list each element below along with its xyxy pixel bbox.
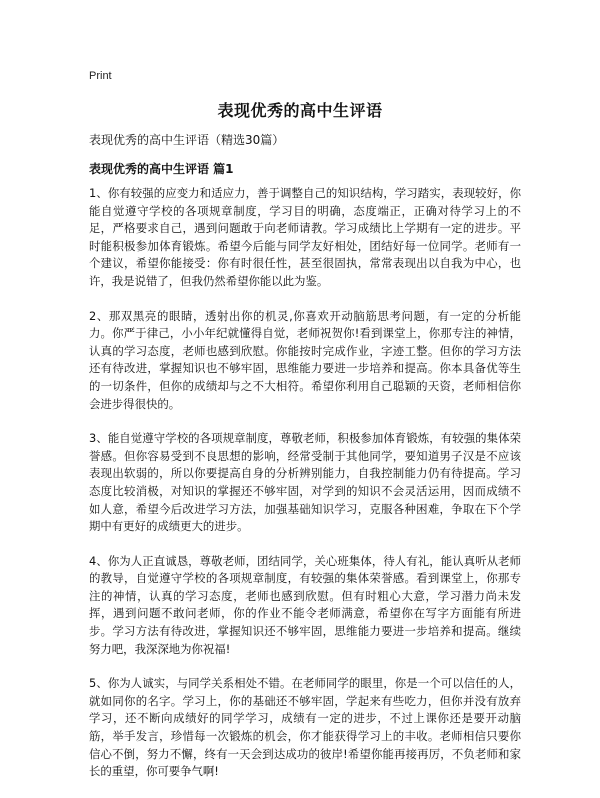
page-title: 表现优秀的高中生评语 — [217, 101, 383, 120]
comment-paragraph-5: 5、你为人诚实，与同学关系相处不错。在老师同学的眼里，你是一个可以信任的人，就如同你的名字。学习上，你的基础还不够牢固，学起来有些吃力，但你并没有放弃学习，还不断向成绩好的同学学习，成绩有一定的进步，不过上课你还是要开动脑筋，举手发言，珍惜每一次锻炼的机会，你才能获得学习上的丰收。老师相信只要你信心不倒，努力不懈，终有一天会到达成功的彼岸!希望你能再接再厉，不负老师和家长的重望，你可要争气啊! — [89, 676, 521, 779]
document-subtitle: 表现优秀的高中生评语（精选30篇） — [89, 133, 285, 147]
section-heading: 表现优秀的高中生评语 篇1 — [89, 162, 234, 176]
print-label[interactable]: Print — [89, 70, 112, 82]
comment-paragraph-1: 1、你有较强的应变力和适应力，善于调整自己的知识结构，学习踏实，表现较好，你能自觉遵守学校的各项规章制度，学习目的明确，态度端正，正确对待学习上的不足，严格要求自己，遇到问题敢于向老师请教。学习成绩比上学期有一定的进步。平时能积极参加体育锻炼。希望今后能与同学友好相处，团结好每一位同学。老师有一个建议，希望你能接受：你有时很任性，甚至很固执，常常表现出以自我为中心，也许，我是说错了，但我仍然希望你能以此为鉴。 — [89, 186, 521, 288]
comment-paragraph-3: 3、能自觉遵守学校的各项规章制度，尊敬老师，积极参加体育锻炼，有较强的集体荣誉感。但你容易受到不良思想的影响，经常受制于其他同学，要知道男子汉是不应该表现出软弱的，所以你要提高自身的分析辨别能力，自我控制能力仍有待提高。学习态度比较消极，对知识的掌握还不够牢固，对学到的知识不会灵活运用，因而成绩不如人意，希望今后改进学习方法，加强基础知识学习，克服各种困难，争取在下个学期中有更好的成绩更大的进步。 — [89, 431, 521, 534]
comment-paragraph-2: 2、那双黑亮的眼睛，透射出你的机灵,你喜欢开动脑筋思考问题，有一定的分析能力。你严于律己，小小年纪就懂得自觉，老师祝贺你!看到课堂上，你那专注的神情，认真的学习态度，老师也感到欣慰。你能按时完成作业，字迹工整。但你的学习方法还有待改进，掌握知识也不够牢固，思维能力要进一步培养和提高。你本具备优等生的一切条件，但你的成绩却与之不大相符。希望你利用自己聪颖的天资，老师相信你会进步得很快的。 — [89, 308, 521, 411]
document-body — [89, 185, 521, 798]
comment-paragraph-4: 4、你为人正直诚恳，尊敬老师，团结同学，关心班集体，待人有礼，能认真听从老师的教导，自觉遵守学校的各项规章制度，有较强的集体荣誉感。看到课堂上，你那专注的神情，认真的学习态度，老师也感到欣慰。但有时粗心大意，学习潜力尚未发挥，遇到问题不敢问老师，你的作业不能令老师满意，希望你在写字方面能有所进步。学习方法有待改进，掌握知识还不够牢固，思维能力要进一步培养和提高。继续努力吧，我深深地为你祝福! — [89, 553, 521, 656]
